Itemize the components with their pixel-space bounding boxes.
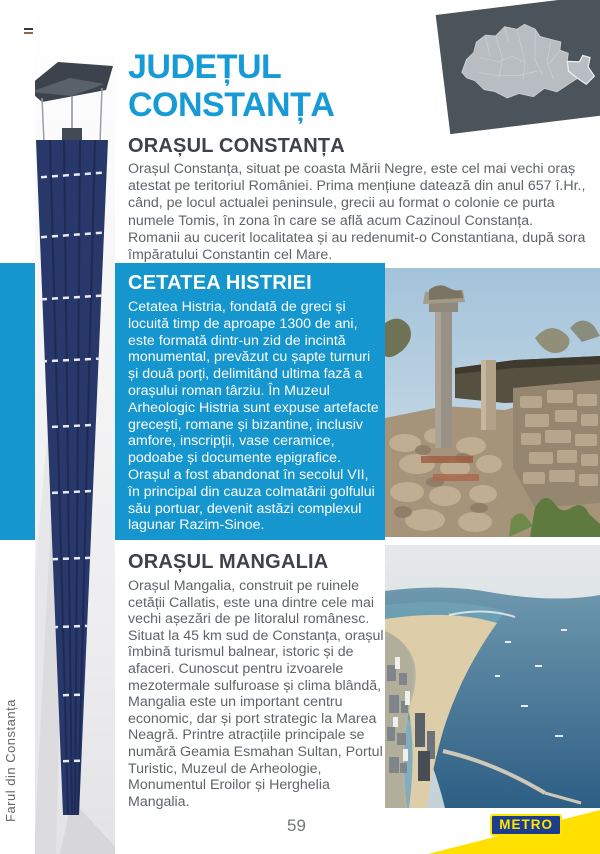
section-heading-constanta: ORAȘUL CONSTANȚA xyxy=(128,135,345,157)
tower-photo xyxy=(35,0,115,854)
page-title xyxy=(128,48,334,124)
section-body-histria: Cetatea Histria, fondată de greci și locuită timp de aproape 1300 de ani, este formată dintr-un zid de incintă monumental, prevăzut cu șapte turnuri și două porți, delimitând ultima fază a orașului roman târziu. În Muzeul Arheologic Histria sunt expuse artefacte grecești, romane și bizantine, inclusiv amfore, inscripții, vase ceramice, podoabe și documente epigrafice. Orașul a fost abandonat în secolul VII, în principal din cauza colmatării golfului său portuar, devenit astăzi complexul lagunar Razim-Sinoe. xyxy=(128,299,379,534)
photo-caption: Farul din Constanța xyxy=(3,699,18,822)
histria-illustration xyxy=(385,268,600,537)
tower-illustration xyxy=(35,0,115,854)
map-plate xyxy=(436,0,600,134)
section-heading-mangalia: ORAȘUL MANGALIA xyxy=(128,551,329,573)
histria-photo xyxy=(385,268,600,537)
section-body-constanta: Orașul Constanța, situat pe coasta Mării Negre, este cel mai vechi oraș atestat pe teritoriul României. Prima mențiune datează din anul 657 î.Hr., când, pe locul actualei peninsule, grecii au format o colonie ce purta numele Tomis, în zona în care se află acum Cazinoul Constanța. Romanii au cucerit localitatea și au redenumit-o Constantiana, după sora împăratului Constantin cel Mare. xyxy=(128,161,586,264)
mangalia-illustration xyxy=(385,545,600,808)
section-heading-histria: CETATEA HISTRIEI xyxy=(128,272,312,294)
mangalia-photo xyxy=(385,545,600,808)
section-body-mangalia: Orașul Mangalia, construit pe ruinele cetății Callatis, este una dintre cele mai vechi așezări de pe litoralul românesc. Situat la 45 km sud de Constanța, orașul îmbină turismul balnear, istoric și de afaceri. Cunoscut pentru izvoarele mezotermale sulfuroase și clima blândă, Mangalia este un important centru economic, dar și port strategic la Marea Neagră. Printre atracțiile principale se numără Geamia Esmahan Sultan, Portul Turistic, Muzeul de Arheologie, Monumentul Eroilor și Herghelia Mangalia. xyxy=(128,578,384,810)
metro-logo: METRO xyxy=(490,814,562,836)
romania-map xyxy=(446,2,600,125)
page-title-line2: CONSTANȚA xyxy=(128,86,335,124)
corner-mark-icon xyxy=(24,28,33,34)
page-title-line1: JUDEȚUL xyxy=(128,48,282,86)
page-number: 59 xyxy=(287,816,306,835)
